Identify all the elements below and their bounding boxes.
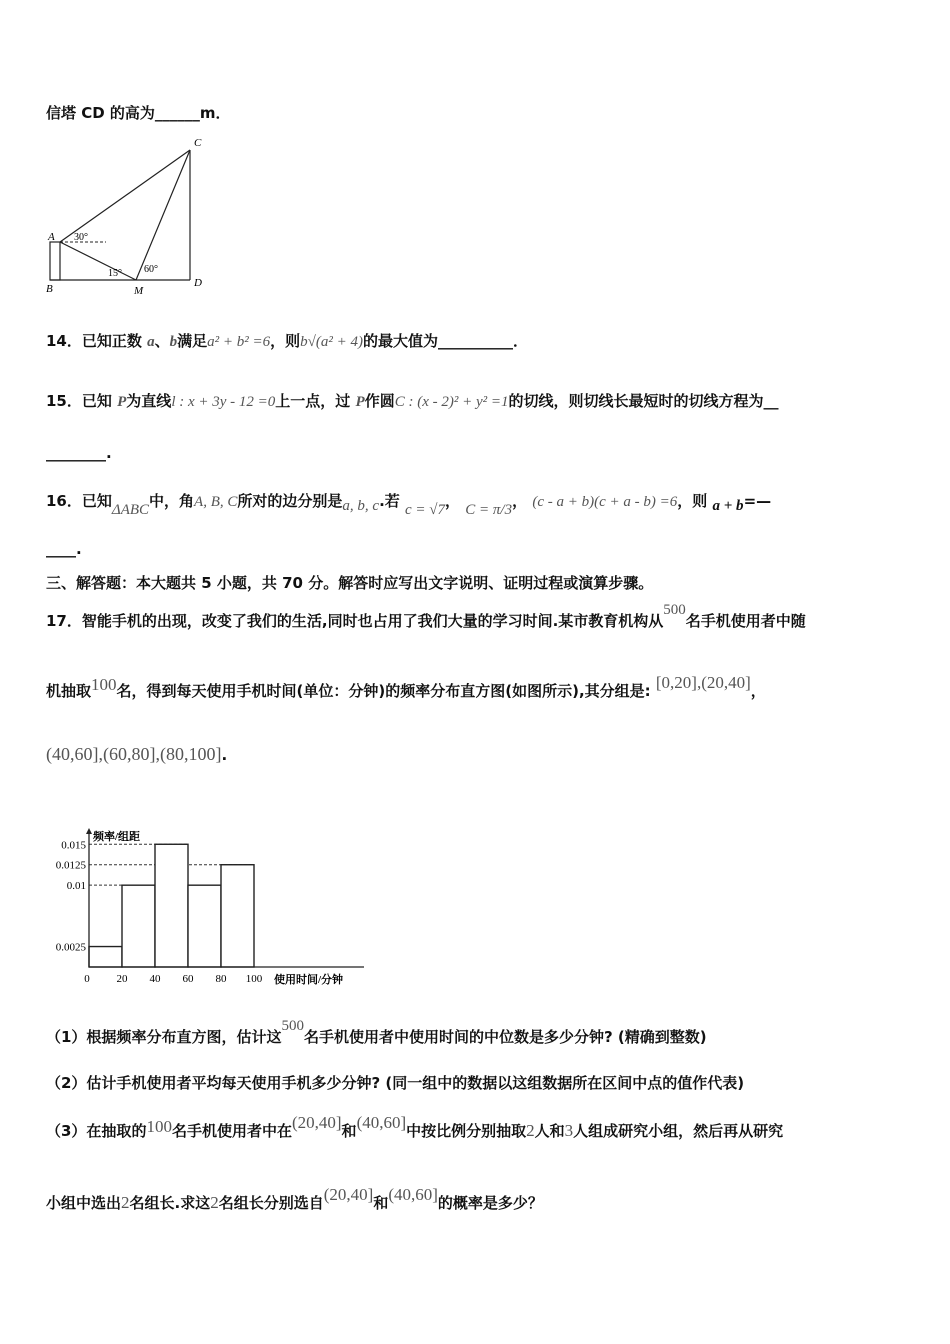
q17-text2: 名手机使用者中随 <box>685 612 806 630</box>
q15-text2: 为直线 <box>126 392 172 410</box>
q13-line <box>46 102 231 123</box>
q14-blank: __________ <box>438 332 514 350</box>
histogram-bar-4 <box>221 865 254 967</box>
y-tick-label-2: 0.0125 <box>55 859 86 872</box>
q17-number: 17． <box>46 612 82 630</box>
question-16-cont <box>46 540 82 558</box>
q16-comma2: ， <box>512 492 528 510</box>
q17-n500: 500 <box>663 602 686 618</box>
label-C: C <box>194 137 202 149</box>
q14-sep: 、 <box>154 332 170 350</box>
q17-group4: (60,80] <box>103 744 156 764</box>
angle-60: 60° <box>144 264 158 275</box>
histogram-bar-2 <box>155 844 188 967</box>
q16-blank2: ____. <box>46 540 82 558</box>
sub2-text: （2）估计手机使用者平均每天使用手机多少分钟? (同一组中的数据以这组数据所在区间中点的值作代表) <box>46 1074 745 1092</box>
q17-text: 智能手机的出现，改变了我们的生活,同时也占用了我们大量的学习时间.某市教育机构从 <box>81 612 664 630</box>
q16-text5: ，则 <box>677 492 708 510</box>
histogram-bar-1 <box>122 885 155 967</box>
sub3-group2: (20,40] <box>291 1113 342 1132</box>
x-tick-label-5: 100 <box>245 973 263 985</box>
q17-text3: 机抽取 <box>46 682 92 700</box>
sub3-text3: 中按比例分别抽取 <box>406 1122 527 1140</box>
q15-blank2: ________ <box>46 444 106 462</box>
question-17-line3: (40,60],(60,80],(80,100]. <box>46 744 228 764</box>
q16-comma: ， <box>445 492 461 510</box>
y-tick-label-1: 0.01 <box>66 880 86 893</box>
x-tick-label-3: 60 <box>182 973 194 985</box>
geometry-figure <box>44 132 214 297</box>
q16-product: (c - a + b)(c + a - b) =6 <box>532 494 678 510</box>
q13-blank: ______ <box>154 104 200 122</box>
question-14 <box>46 330 528 351</box>
q16-text4: .若 <box>379 492 400 510</box>
sub3-n2-b: 2 <box>121 1193 130 1212</box>
q16-ask: a + b <box>712 498 744 514</box>
q17-n100: 100 <box>91 675 117 694</box>
q17-group2: (20,40] <box>701 673 751 692</box>
sub3-group3: (40,60] <box>356 1113 407 1132</box>
sub3-group3-b: (40,60] <box>388 1185 438 1204</box>
sub-question-1 <box>46 1018 707 1047</box>
q15-text3: 上一点，过 <box>275 392 351 410</box>
section-3-heading <box>46 572 653 593</box>
q15-text: 已知 <box>81 392 112 410</box>
q14-text2: 满足 <box>177 332 208 350</box>
sub3-text4: 人和 <box>534 1122 565 1140</box>
x-tick-label-0: 0 <box>84 973 90 985</box>
label-D: D <box>194 277 202 289</box>
q14-var-b: b <box>169 334 178 350</box>
x-tick-label-1: 20 <box>116 973 128 985</box>
q15-text5: 的切线，则切线长最短时的切线方程为 <box>508 392 764 410</box>
y-tick-label-0: 0.0025 <box>55 941 86 954</box>
sub-question-3 <box>46 1113 784 1141</box>
q16-angles: A, B, C <box>194 494 238 510</box>
q15-end: . <box>106 444 112 462</box>
q16-text: 已知 <box>81 492 112 510</box>
question-17-line2: 机抽取100名，得到每天使用手机时间(单位：分钟)的频率分布直方图(如图所示),其分组是: [0,20],(20,40]， <box>46 673 766 700</box>
section-3-text: 三、解答题：本大题共 5 小题，共 70 分。解答时应写出文字说明、证明过程或演算步骤。 <box>46 574 654 592</box>
question-15-cont <box>46 444 112 462</box>
q13-text: 信塔 CD 的高为 <box>46 104 155 122</box>
x-tick-label-2: 40 <box>149 973 161 985</box>
sub-question-3-cont <box>46 1185 543 1213</box>
histogram-bar-0 <box>89 947 122 967</box>
q14-text4: 的最大值为 <box>363 332 439 350</box>
sub3-n100: 100 <box>146 1117 172 1136</box>
q16-c-value: c = √7 <box>405 502 446 518</box>
sub1-text2: 名手机使用者中使用时间的中位数是多少分钟? (精确到整数) <box>303 1028 707 1046</box>
sub3-n3: 3 <box>564 1121 574 1140</box>
q14-condition: a² + b² =6 <box>207 334 271 350</box>
label-A: A <box>48 231 55 243</box>
q17-end: . <box>221 746 228 764</box>
q17-group5: (80,100] <box>160 744 222 764</box>
q17-group3: (40,60] <box>46 744 99 764</box>
q14-number: 14． <box>46 332 82 350</box>
q15-blank1: __ <box>763 392 779 410</box>
q17-group1: [0,20] <box>655 673 697 692</box>
question-15 <box>46 390 779 411</box>
q15-circle-eq: C : (x - 2)² + y² =1 <box>394 394 509 410</box>
sub3-n2-c: 2 <box>210 1193 219 1212</box>
y-axis-arrow <box>86 828 92 834</box>
q14-text3: ，则 <box>270 332 301 350</box>
q15-line-eq: l : x + 3y - 12 =0 <box>171 394 276 410</box>
sub3-text5: 人组成研究小组，然后再从研究 <box>573 1122 784 1140</box>
x-axis-label: 使用时间/分钟 <box>274 974 344 986</box>
q16-triangle: ΔABC <box>111 502 150 518</box>
sub3-group2-b: (20,40] <box>323 1185 374 1204</box>
q16-text2: 中，角 <box>149 492 195 510</box>
frequency-histogram <box>46 826 376 990</box>
sub3-and-b: 和 <box>373 1194 389 1212</box>
sub1-n500: 500 <box>281 1018 304 1034</box>
q15-point-p2: P <box>355 394 365 410</box>
q15-point-p: P <box>117 394 127 410</box>
q15-number: 15． <box>46 392 82 410</box>
sub3-text: （3）在抽取的 <box>46 1122 147 1140</box>
sub3-text2: 名手机使用者中在 <box>171 1122 292 1140</box>
angle-15: 15° <box>108 268 122 279</box>
building-rect <box>50 242 60 280</box>
q16-sides: a, b, c <box>342 498 380 514</box>
q16-C-value: C = π/3 <box>465 502 513 518</box>
y-axis-label: 频率/组距 <box>93 831 141 843</box>
q14-var-a: a <box>147 334 155 350</box>
sub3-text9: 的概率是多少？ <box>437 1194 543 1212</box>
q14-text: 已知正数 <box>81 332 142 350</box>
q14-end: ． <box>513 332 529 350</box>
q16-number: 16． <box>46 492 82 510</box>
sub3-text6: 小组中选出 <box>46 1194 122 1212</box>
histogram-bar-3 <box>188 885 221 967</box>
sub3-text8: 名组长分别选自 <box>218 1194 324 1212</box>
sub3-n2: 2 <box>526 1121 535 1140</box>
q17-comma: ， <box>750 682 766 700</box>
q17-text4: 名，得到每天使用手机时间(单位：分钟)的频率分布直方图(如图所示),其分组是: <box>116 682 651 700</box>
x-tick-label-4: 80 <box>215 973 227 985</box>
label-M: M <box>134 285 144 297</box>
q15-text4: 作圆 <box>364 392 395 410</box>
q13-unit: m． <box>199 104 231 122</box>
sub-question-2 <box>46 1072 744 1093</box>
q16-blank1: =— <box>743 492 772 510</box>
question-17 <box>46 602 806 631</box>
q16-text3: 所对的边分别是 <box>237 492 343 510</box>
sub3-text7: 名组长.求这 <box>129 1194 211 1212</box>
angle-30: 30° <box>74 232 88 243</box>
y-tick-label-3: 0.015 <box>61 839 86 852</box>
label-B: B <box>46 283 53 295</box>
sub1-text: （1）根据频率分布直方图，估计这 <box>46 1028 282 1046</box>
line-AM <box>60 242 136 280</box>
question-16 <box>46 490 772 518</box>
sub3-and: 和 <box>341 1122 357 1140</box>
q14-expression: b√(a² + 4) <box>300 334 364 350</box>
